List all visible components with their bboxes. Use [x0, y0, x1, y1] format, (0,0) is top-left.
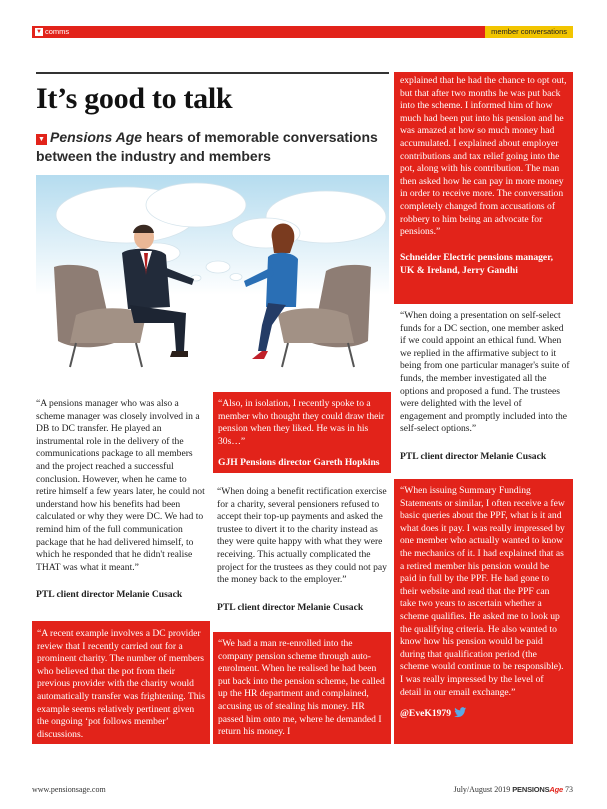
quote-text: “A pensions manager who was also a scheme manager was closely involved in a DB to DC transfer. He played an instrumental role in the delivery of the communications package to all members and the project reached a successful conclusion. However, when he came to retire himself a few years later, he could not understand how his benefits had been calculated or why they were DC. We had to remind him of the full communication package that he had delivered himself, to which he responded that he didn't realise THAT was what it meant.”: [36, 398, 205, 573]
brand-logo: PENSIONSAge: [512, 785, 563, 794]
quote-text: “A recent example involves a DC provider review that I recently carried out for a prominent charity. The number of members who believed that the pot from their previous provider with the charity would automatically transfer was frightening. This example seems relatively pertinent given the ongoing ‘pot follows member’ discussions.: [37, 628, 205, 740]
quote-box-red: [32, 621, 210, 744]
category-label: member conversations: [485, 26, 573, 38]
quote-text: “When issuing Summary Funding Statements or similar, I often receive a few basic queries about the PPF, what is it and what does it pay. I was really impressed by one member who actually wanted to know the mechanics of it. I had explained that as a retired member his pension would be paid in full by the PPF. He had gone to their website and read that the PPF can take two years to ascertain whether a scheme qualifies. He asked me to look up the qualifying criteria. He also wanted to know how his pension would be paid during that qualification period (the scheme would continue to be responsible). I was really impressed by the level of detail in our email exchange.”: [400, 485, 565, 698]
top-bar: [32, 26, 573, 38]
quote-text: “When doing a benefit rectification exercise for a charity, several pensioners refused to accept their top-up payments and asked the trustee to divert it to the charity instead as they were quite happy with what they were receiving. This actually complicated the project for the trustees as they could not pay the money back to the employer.”: [217, 486, 387, 586]
page-title: It’s good to talk: [36, 82, 233, 115]
quote-text: “Also, in isolation, I recently spoke to a member who thought they could draw their pension when they liked. He was in his 30s…”: [218, 398, 385, 447]
quote-box-red: [213, 392, 391, 473]
quote-text: “When doing a presentation on self-select funds for a DC section, one member asked if we could appoint an ethical fund. When we replied in the affirmative subject to it being from one particular manager's suite of funds, the member investigated all the options and proposed a fund. The trustees were delighted with the level of engagement and promptly included into the self-select options.”: [400, 310, 570, 435]
conversation-illustration: [36, 175, 389, 375]
quote-byline: PTL client director Melanie Cusack: [400, 450, 547, 462]
twitter-handle: @EveK1979: [400, 707, 567, 720]
quote-byline: PTL client director Melanie Cusack: [217, 601, 364, 613]
column-left: [36, 398, 206, 601]
title-rule: [36, 72, 389, 74]
chevron-down-icon: ▼: [36, 28, 42, 35]
column-middle: [217, 486, 387, 614]
twitter-bird-icon: [454, 707, 467, 718]
publication-name: Pensions Age: [50, 129, 143, 145]
quote-box-red: [213, 632, 391, 744]
quote-byline: PTL client director Melanie Cusack: [36, 589, 183, 601]
quote-text: “We had a man re-enrolled into the company pension scheme through auto-enrolment. When he realised he had been put back into the pension scheme, he called up the HR department and complained, accusing us of stealing his money. HR passed him onto me, where he demanded I return his money. I: [218, 638, 385, 738]
website-url[interactable]: www.pensionsage.com: [32, 785, 106, 794]
column-right: [400, 310, 570, 463]
quote-byline: GJH Pensions director Gareth Hopkins: [218, 457, 380, 469]
quote-box-red: [394, 72, 573, 304]
page-number: 73: [565, 785, 573, 794]
quote-box-red: [394, 479, 573, 744]
section-tag: ▼ comms: [36, 27, 70, 36]
chevron-down-icon: ▼: [36, 134, 47, 145]
quote-byline: Schneider Electric pensions manager, UK & Ireland, Jerry Gandhi: [400, 251, 553, 276]
quote-text: explained that he had the chance to opt out, but that after two months he was put back into the scheme. I informed him of how much had been put into his pension and he was amazed at how so much money had accumulated. I explained about employer contributions and tax relief going into the pot, along with his contribution. The man then asked how he can pay in more money in order to receive more. The conversation completely changed from accusations of robbery to him being an advocate for pensions.”: [400, 75, 567, 238]
footer-issue: July/August 2019 PENSIONSAge 73: [453, 785, 573, 794]
standfirst: ▼ Pensions Age hears of memorable conversations between the industry and members: [36, 129, 378, 164]
